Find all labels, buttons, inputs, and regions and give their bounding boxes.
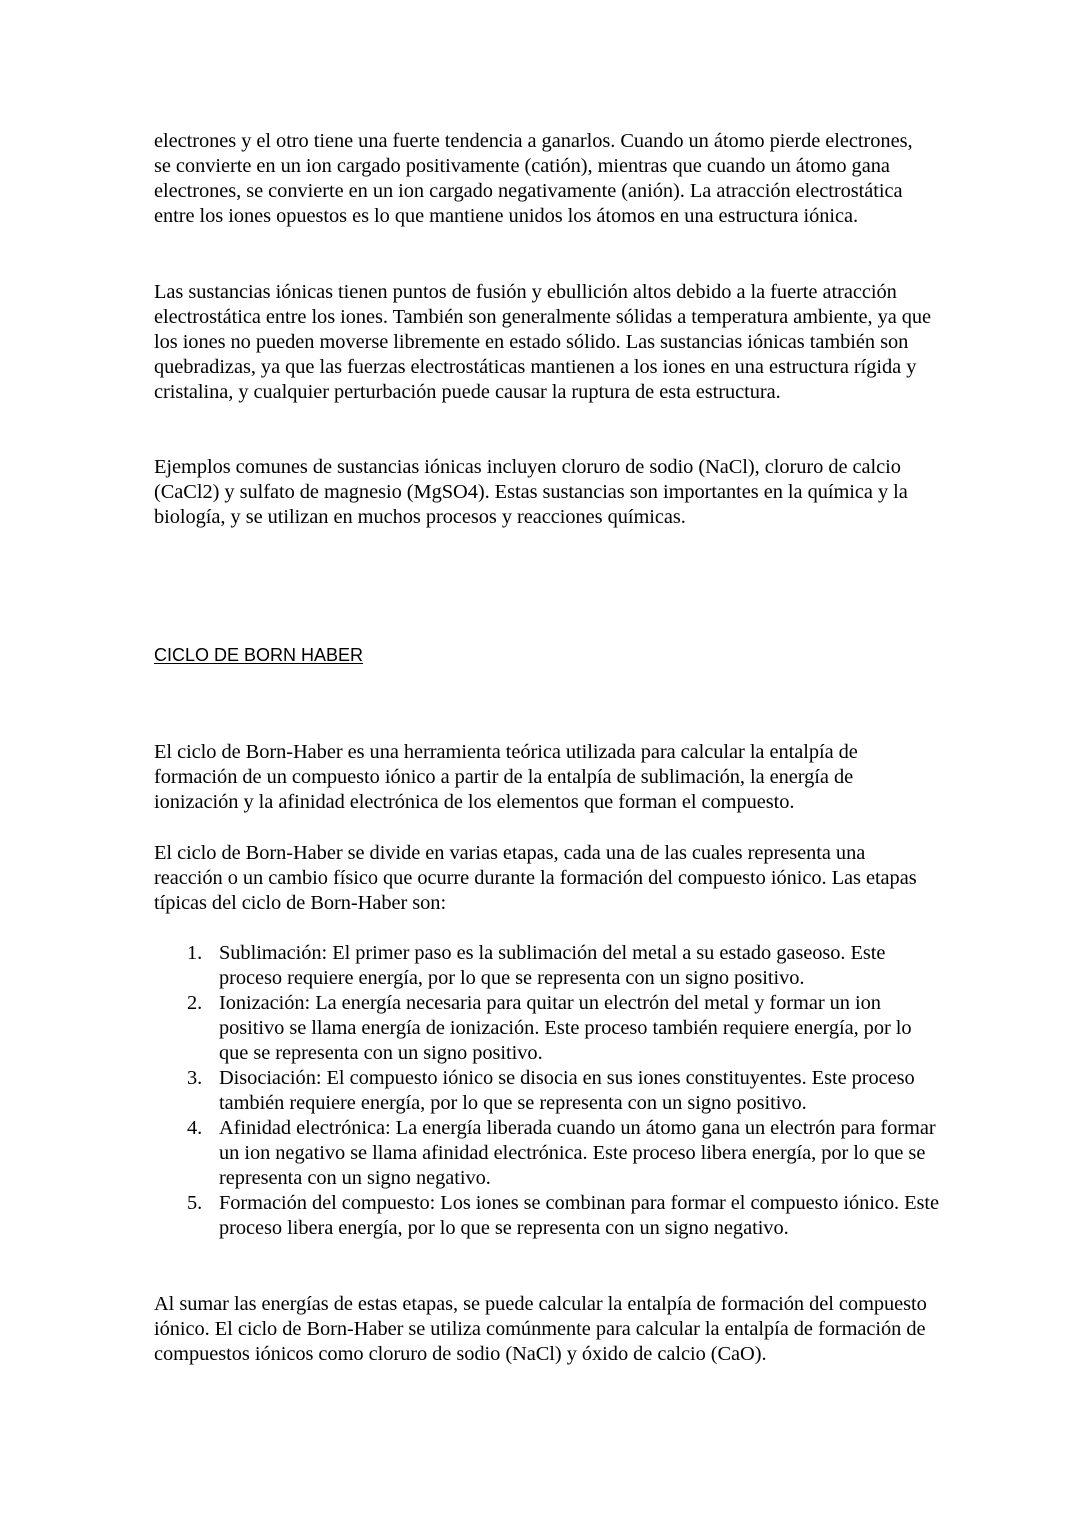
list-number: 5. (187, 1192, 203, 1214)
list-item-text: Ionización: La energía necesaria para quitar un electrón del metal y formar un ion positivo se llama energía de ionización. Este proceso también requiere energía, por lo que se representa con un signo positivo. (219, 992, 912, 1064)
list-item-compound-formation (154, 1191, 944, 1241)
paragraph-closing: Al sumar las energías de estas etapas, se puede calcular la entalpía de formación del compuesto iónico. El ciclo de Born-Haber se utiliza comúnmente para calcular la entalpía de formación de compuestos iónicos como cloruro de sodio (NaCl) y óxido de calcio (CaO). (154, 1293, 927, 1365)
list-item-text: Formación del compuesto: Los iones se combinan para formar el compuesto iónico. Este proceso libera energía, por lo que se representa con un signo negativo. (219, 1192, 940, 1239)
list-item-sublimation (154, 941, 944, 991)
list-item-dissociation (154, 1066, 944, 1116)
list-number: 2. (187, 992, 203, 1014)
list-number: 4. (187, 1117, 203, 1139)
list-item-text: Disociación: El compuesto iónico se disocia en sus iones constituyentes. Este proceso también requiere energía, por lo que se representa con un signo positivo. (219, 1067, 915, 1114)
list-number: 3. (187, 1067, 203, 1089)
born-haber-steps-list (154, 941, 944, 1241)
list-number: 1. (187, 942, 203, 964)
paragraph-born-haber-stages: El ciclo de Born-Haber se divide en varias etapas, cada una de las cuales representa una reacción o un cambio físico que ocurre durante la formación del compuesto iónico. Las etapas típicas del ciclo de Born-Haber son: (154, 842, 917, 914)
list-item-ionization (154, 991, 944, 1066)
paragraph-ionic-bond-intro: electrones y el otro tiene una fuerte tendencia a ganarlos. Cuando un átomo pierde electrones, se convierte en un ion cargado positivamente (catión), mientras que cuando un átomo gana electrones, se convierte en un ion cargado negativamente (anión). La atracción electrostática entre los iones opuestos es lo que mantiene unidos los átomos en una estructura iónica. (154, 130, 913, 227)
list-item-electron-affinity (154, 1116, 944, 1191)
list-item-text: Afinidad electrónica: La energía liberada cuando un átomo gana un electrón para formar un ion negativo se llama afinidad electrónica. Este proceso libera energía, por lo que se representa con un signo negativo. (219, 1117, 936, 1189)
section-heading-born-haber: CICLO DE BORN HABER (154, 645, 364, 665)
paragraph-ionic-examples: Ejemplos comunes de sustancias iónicas incluyen cloruro de sodio (NaCl), cloruro de calcio (CaCl2) y sulfato de magnesio (MgSO4). Estas sustancias son importantes en la química y la biología, y se utilizan en muchos procesos y reacciones químicas. (154, 456, 908, 528)
list-item-text: Sublimación: El primer paso es la sublimación del metal a su estado gaseoso. Este proceso requiere energía, por lo que se representa con un signo positivo. (219, 942, 886, 989)
paragraph-born-haber-definition: El ciclo de Born-Haber es una herramienta teórica utilizada para calcular la entalpía de formación de un compuesto iónico a partir de la entalpía de sublimación, la energía de ionización y la afinidad electrónica de los elementos que forman el compuesto. (154, 741, 858, 813)
paragraph-ionic-properties: Las sustancias iónicas tienen puntos de fusión y ebullición altos debido a la fuerte atracción electrostática entre los iones. También son generalmente sólidas a temperatura ambiente, ya que los iones no pueden moverse libremente en estado sólido. Las sustancias iónicas también son quebradizas, ya que las fuerzas electrostáticas mantienen a los iones en una estructura rígida y cristalina, y cualquier perturbación puede causar la ruptura de esta estructura. (154, 281, 932, 403)
